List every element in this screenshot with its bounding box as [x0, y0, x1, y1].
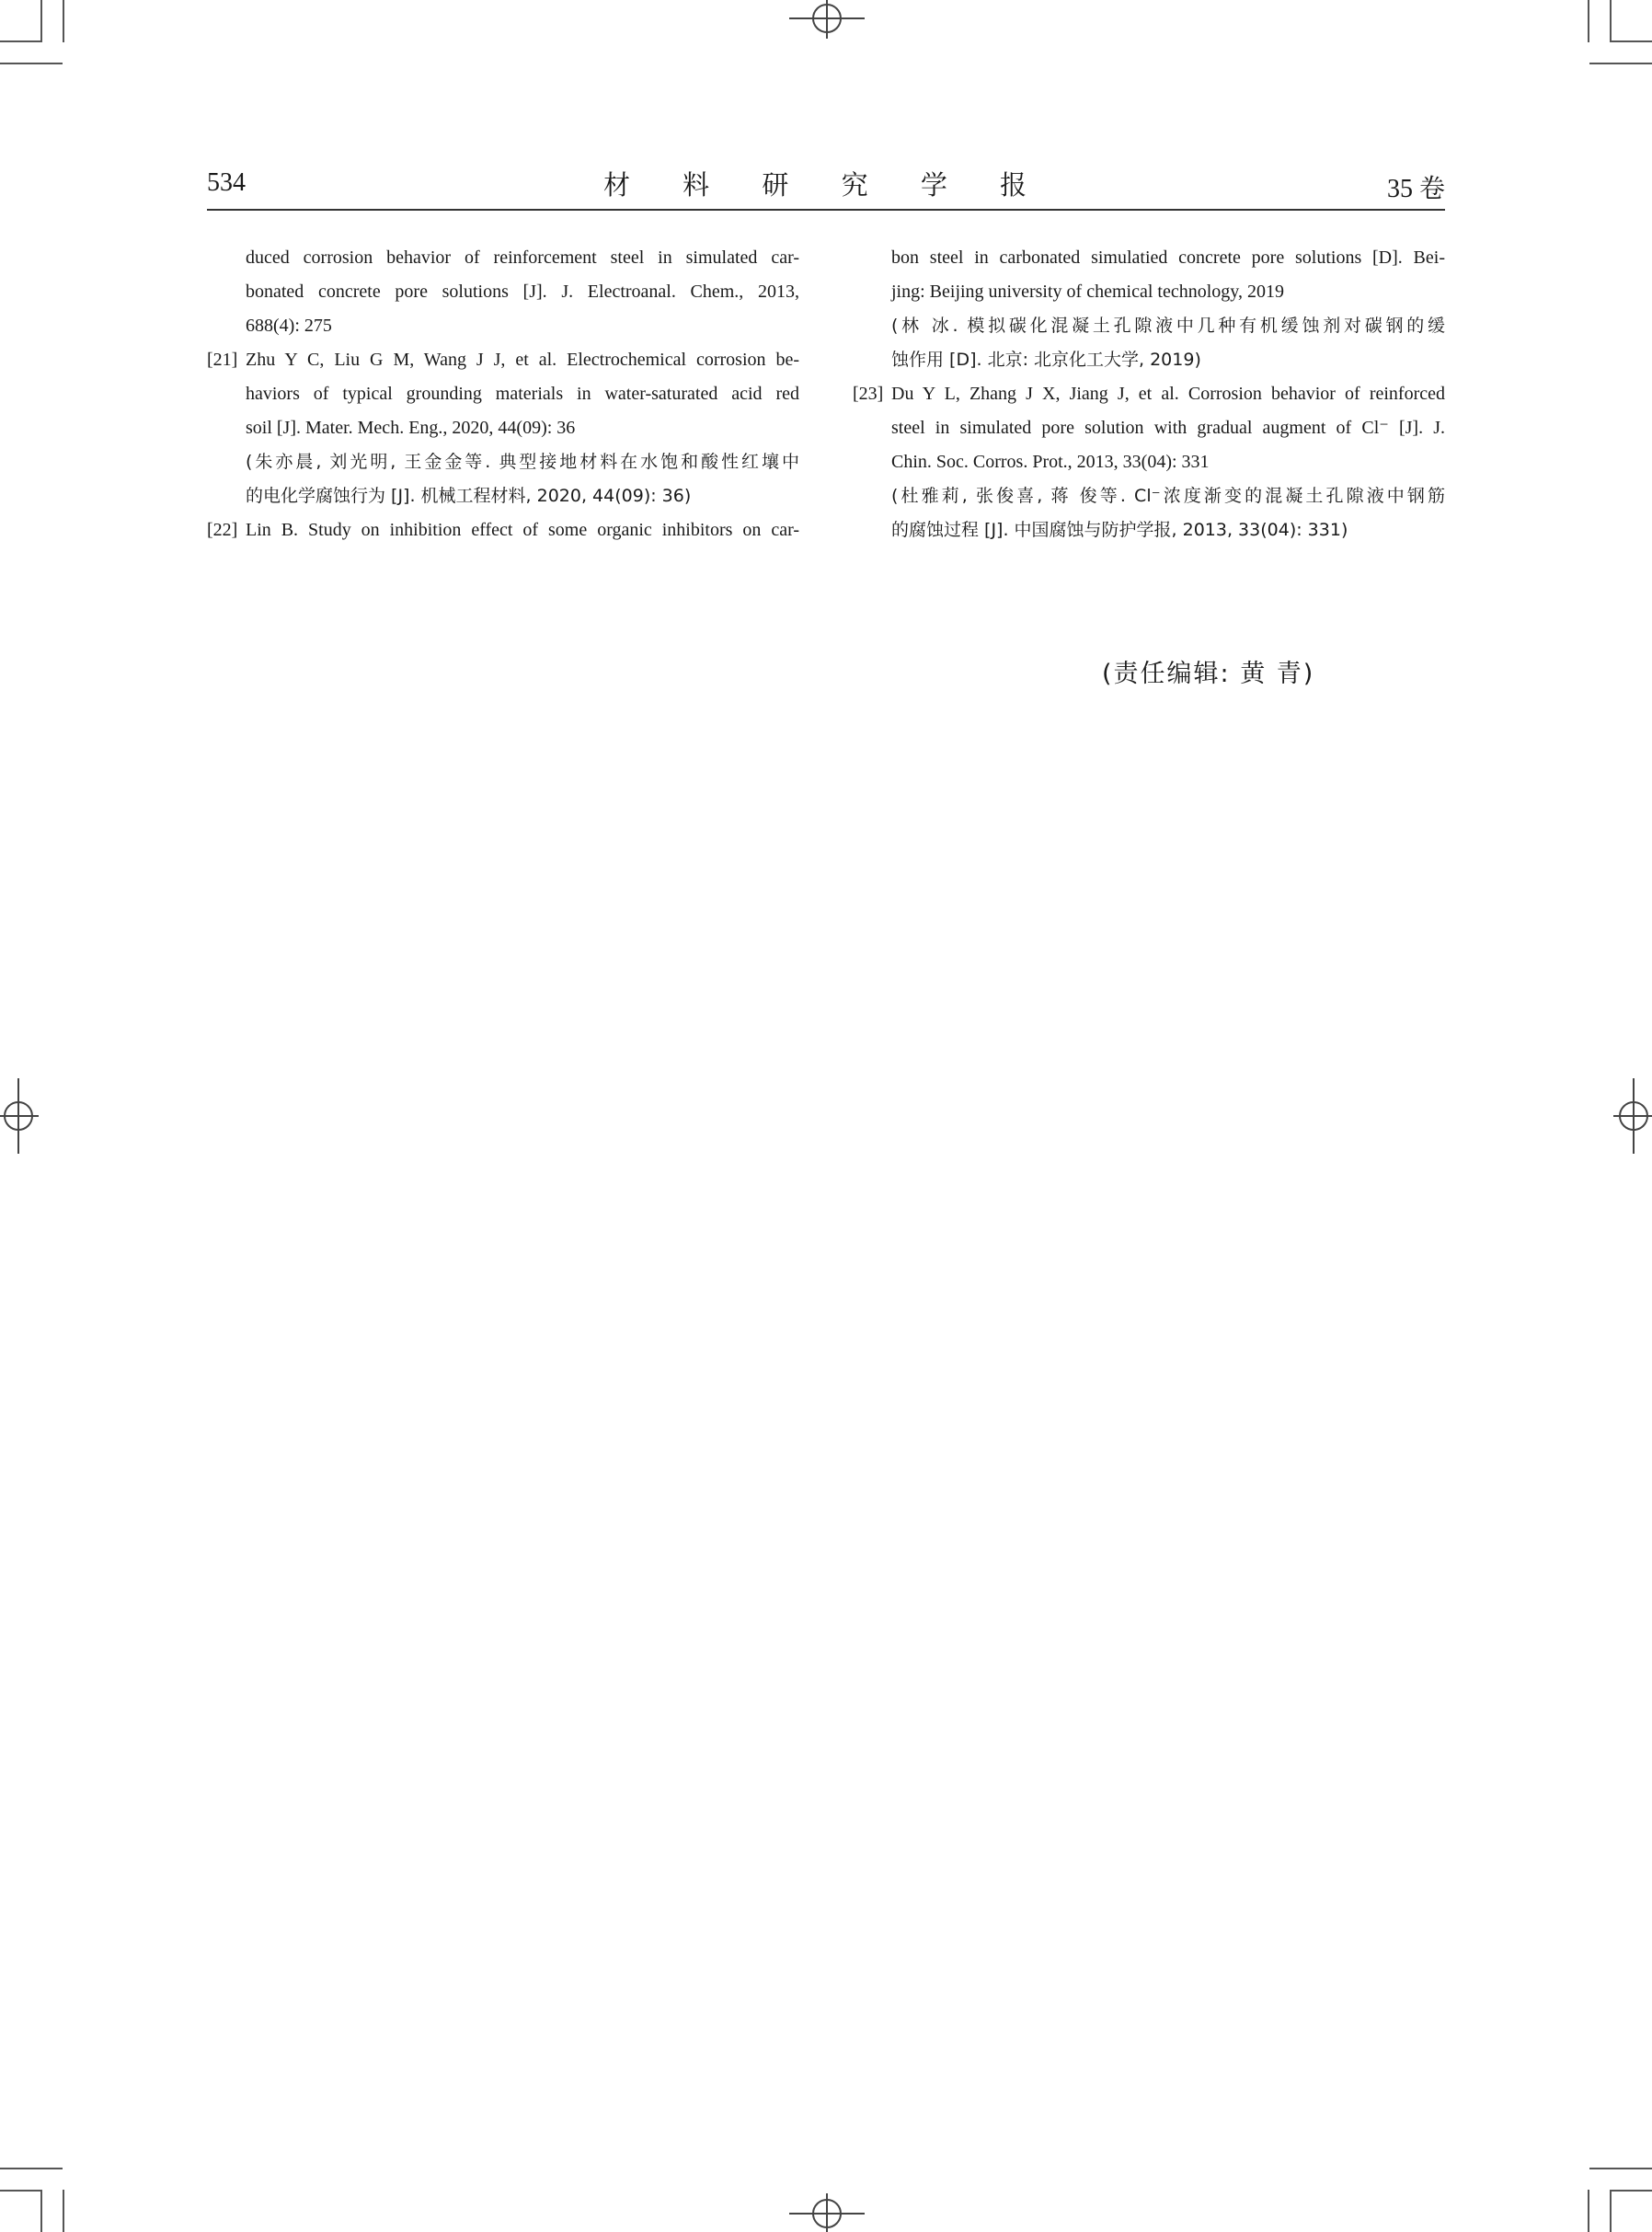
registration-mark-left — [0, 1078, 39, 1154]
registration-mark-bottom — [789, 2193, 865, 2232]
reference-line: Du Y L, Zhang J X, Jiang J, et al. Corrosion behavior of reinforced — [891, 384, 1445, 404]
crop-mark-tr-v2 — [1610, 0, 1612, 42]
reference-line: haviors of typical grounding materials in water-saturated acid red — [246, 384, 799, 404]
page-number: 534 — [207, 168, 246, 197]
crop-mark-br-h — [1610, 2190, 1652, 2192]
reference-line: bon steel in carbonated simulatied concrete pore solutions [D]. Bei- — [891, 247, 1445, 268]
reference-column-right — [853, 241, 1445, 547]
reference-continued — [853, 241, 1445, 377]
crop-mark-bl-v2 — [63, 2190, 64, 2232]
reference-entry-23 — [853, 377, 1445, 547]
responsible-editor-note: (责任编辑: 黄 青) — [1102, 660, 1315, 688]
reference-number: [23] — [853, 384, 884, 404]
crop-mark-br-v2 — [1610, 2190, 1612, 2232]
crop-mark-tl-v — [40, 0, 42, 42]
crop-mark-bl-h2 — [0, 2168, 63, 2169]
reference-line: steel in simulated pore solution with gradual augment of Cl⁻ [J]. J. — [891, 418, 1445, 438]
reference-line: duced corrosion behavior of reinforcement steel in simulated car- — [246, 247, 799, 268]
reference-line-cn: (朱亦晨, 刘光明, 王金金等. 典型接地材料在水饱和酸性红壤中 — [246, 452, 799, 472]
crop-mark-tr-h2 — [1589, 63, 1652, 64]
reference-line: Chin. Soc. Corros. Prot., 2013, 33(04): 331 — [891, 452, 1210, 472]
reference-line: Zhu Y C, Liu G M, Wang J J, et al. Electrochemical corrosion be- — [246, 350, 799, 370]
reference-number: [21] — [207, 350, 238, 370]
journal-title: 材 料 研 究 学 报 — [602, 169, 1050, 201]
reference-entry-22 — [207, 513, 799, 547]
reference-line: soil [J]. Mater. Mech. Eng., 2020, 44(09): 36 — [246, 418, 576, 438]
crop-mark-tr-h — [1610, 40, 1652, 42]
reference-line: bonated concrete pore solutions [J]. J. Electroanal. Chem., 2013, — [246, 282, 799, 302]
reference-line-cn: 蚀作用 [D]. 北京: 北京化工大学, 2019) — [891, 350, 1201, 370]
reference-line-cn: (杜雅莉, 张俊喜, 蒋 俊等. Cl⁻浓度渐变的混凝土孔隙液中钢筋 — [891, 486, 1445, 506]
reference-number: [22] — [207, 520, 238, 540]
running-header — [207, 168, 1445, 211]
crop-mark-br-v — [1588, 2190, 1589, 2232]
crop-mark-br-h2 — [1589, 2168, 1652, 2169]
reference-continued — [207, 241, 799, 343]
crop-mark-tl-h2 — [0, 63, 63, 64]
reference-entry-21 — [207, 343, 799, 513]
reference-line-cn: 的电化学腐蚀行为 [J]. 机械工程材料, 2020, 44(09): 36) — [246, 486, 692, 506]
reference-line-cn: 的腐蚀过程 [J]. 中国腐蚀与防护学报, 2013, 33(04): 331) — [891, 520, 1348, 540]
reference-column-left — [207, 241, 799, 547]
registration-mark-top — [789, 0, 865, 39]
crop-mark-bl-h — [0, 2190, 42, 2192]
registration-mark-right — [1613, 1078, 1652, 1154]
reference-line: jing: Beijing university of chemical technology, 2019 — [891, 282, 1284, 302]
reference-line: Lin B. Study on inhibition effect of some organic inhibitors on car- — [246, 520, 799, 540]
reference-line-cn: (林 冰. 模拟碳化混凝土孔隙液中几种有机缓蚀剂对碳钢的缓 — [891, 316, 1445, 336]
crop-mark-bl-v — [40, 2190, 42, 2232]
crop-mark-tl-v2 — [63, 0, 64, 42]
crop-mark-tr-v — [1588, 0, 1589, 42]
volume-label: 35 卷 — [1386, 175, 1445, 203]
crop-mark-tl-h — [0, 40, 42, 42]
reference-line: 688(4): 275 — [246, 316, 332, 336]
